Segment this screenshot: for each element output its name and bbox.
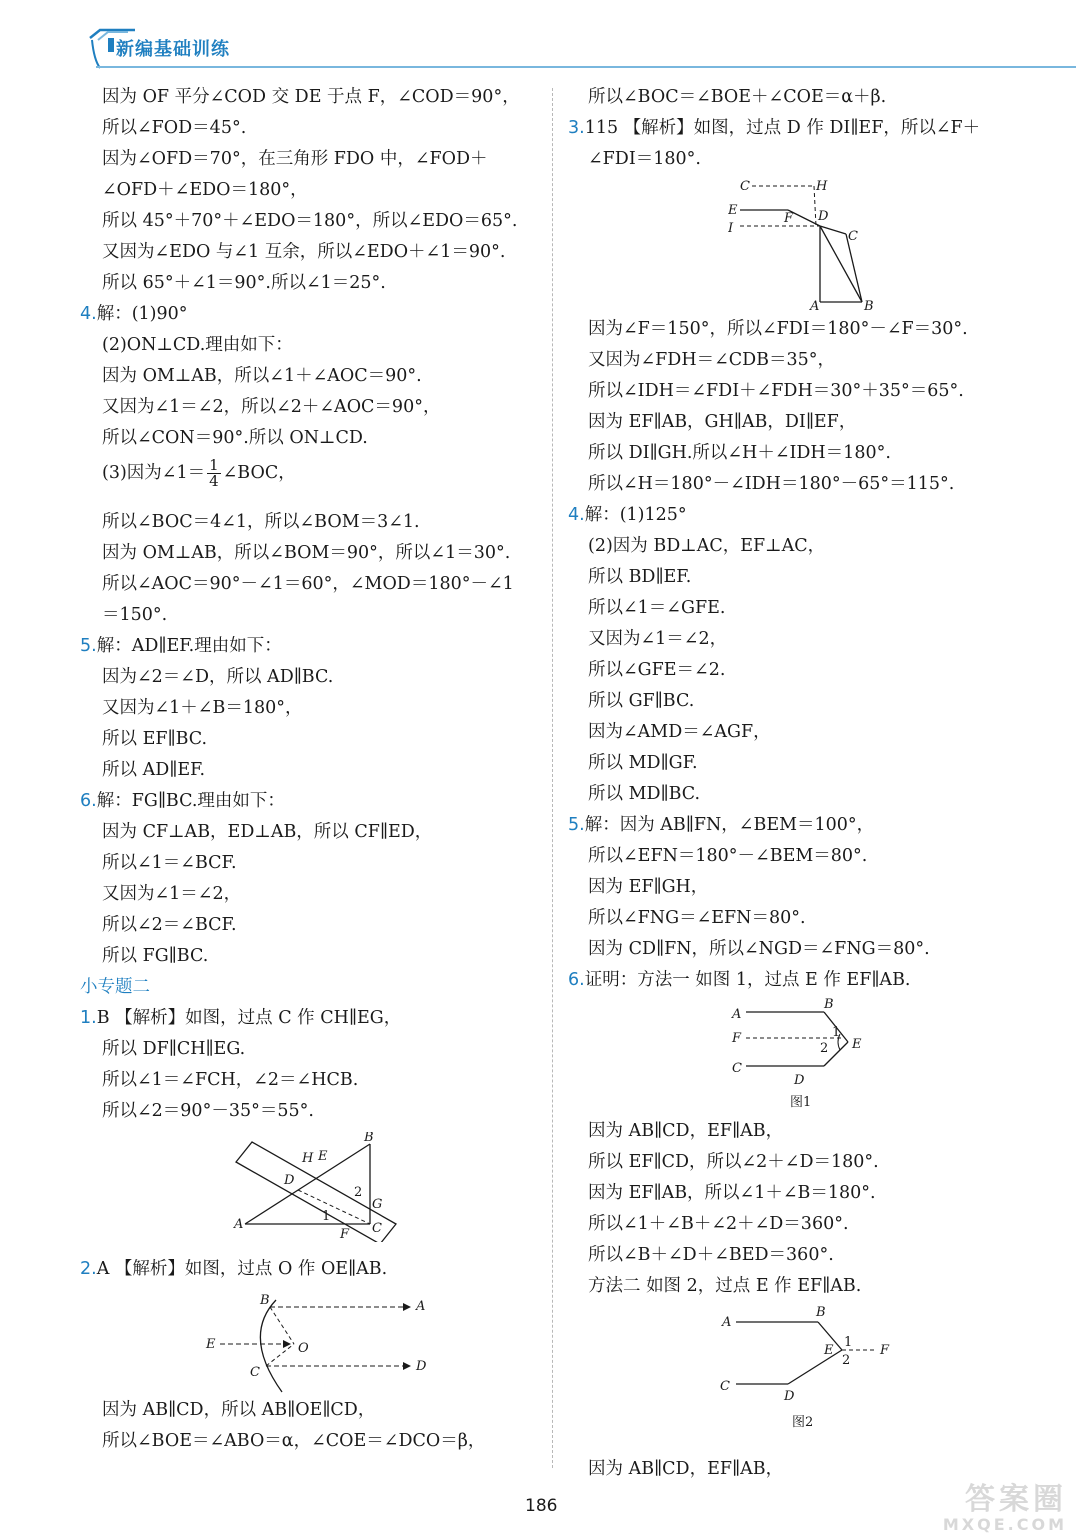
right-text-line xyxy=(588,907,806,929)
left-text-line xyxy=(102,666,333,688)
line-text: 所以 MD∥GF. xyxy=(588,753,698,773)
fraction-line xyxy=(102,458,296,489)
line-text: 解：(1)90° xyxy=(96,304,188,324)
fig4-label-1: 1 xyxy=(832,1025,841,1040)
left-text-line xyxy=(102,759,205,781)
line-text: 因为 AB∥CD，EF∥AB， xyxy=(588,1121,784,1141)
question-number: 5. xyxy=(80,636,97,656)
fig3-label-i: I xyxy=(728,221,734,236)
right-text-line xyxy=(588,442,891,464)
watermark-bottom: MXQE.COM xyxy=(942,1515,1067,1534)
fig1-label-h: H xyxy=(302,1151,314,1166)
line-text: 又因为∠1＝∠2， xyxy=(588,629,728,649)
fraction-line-before: (3)因为∠1＝ xyxy=(102,463,206,483)
line-text: 所以∠H＝180°－∠IDH＝180°－65°＝115°. xyxy=(588,474,955,494)
fig4-label-e: E xyxy=(852,1037,862,1052)
right-text-line xyxy=(588,535,825,557)
question-number: 6. xyxy=(568,970,585,990)
question-number: 6. xyxy=(80,791,97,811)
line-text: B 【解析】如图，过点 C 作 CH∥EG， xyxy=(96,1008,402,1028)
line-text: 所以∠FOD＝45°. xyxy=(102,118,247,138)
fig2-label-e: E xyxy=(206,1337,216,1352)
line-text: 所以∠BOC＝∠BOE＋∠COE＝α＋β. xyxy=(588,87,887,107)
right-text-line xyxy=(588,659,725,681)
fig2-label-a: A xyxy=(416,1299,426,1314)
line-text: 因为∠OFD＝70°，在三角形 FDO 中，∠FOD＋ xyxy=(102,149,488,169)
question-number: 4. xyxy=(568,505,585,525)
line-text: 所以 GF∥BC. xyxy=(588,691,695,711)
line-text: 方法二 如图 2，过点 E 作 EF∥AB. xyxy=(588,1276,862,1296)
line-text: 115 【解析】如图，过点 D 作 DI∥EF，所以∠F＋ xyxy=(584,118,981,138)
fig5-label-1: 1 xyxy=(844,1335,853,1350)
fig5-label-2: 2 xyxy=(842,1353,851,1368)
left-text-line xyxy=(80,1007,401,1029)
left-text-line xyxy=(102,396,440,418)
left-text-line xyxy=(80,790,285,812)
figure-quadrilateral xyxy=(728,178,878,316)
fig3-label-d: D xyxy=(818,209,829,224)
line-text: 因为 AB∥CD，EF∥AB， xyxy=(588,1459,784,1479)
fig1-label-d: D xyxy=(284,1173,295,1188)
question-number: 1. xyxy=(80,1008,97,1028)
left-text-line xyxy=(102,821,432,843)
fig3-label-c: C xyxy=(848,229,858,244)
right-text-line xyxy=(588,783,700,805)
line-text: (2)因为 BD⊥AC，EF⊥AC， xyxy=(588,536,826,556)
figure-method-1 xyxy=(728,994,888,1122)
fig5-label-e: E xyxy=(824,1343,834,1358)
fig5-label-d: D xyxy=(784,1389,795,1404)
left-text-line xyxy=(102,852,237,874)
left-text-line xyxy=(102,604,167,626)
right-text-line xyxy=(568,117,980,139)
left-text-line xyxy=(102,427,368,449)
left-text-line xyxy=(102,241,505,263)
right-text-line xyxy=(588,1151,879,1173)
right-text-line xyxy=(588,380,964,402)
line-text: 所以∠GFE＝∠2. xyxy=(588,660,726,680)
fig4-label-2: 2 xyxy=(820,1041,829,1056)
left-text-line xyxy=(80,635,282,657)
right-text-line xyxy=(588,318,968,340)
right-text-line xyxy=(588,1275,861,1297)
fig4-caption: 图1 xyxy=(790,1095,812,1110)
right-text-line xyxy=(588,148,701,170)
left-text-line xyxy=(102,945,208,967)
line-text: ∠FDI＝180°. xyxy=(588,149,701,169)
line-text: ＝150°. xyxy=(102,605,168,625)
fig4-label-f: F xyxy=(732,1031,742,1046)
fig1-label-a: A xyxy=(234,1217,244,1232)
right-text-line xyxy=(588,721,771,743)
line-text: 所以∠1＝∠FCH，∠2＝∠HCB. xyxy=(102,1070,359,1090)
header-title: 新编基础训练 xyxy=(116,39,230,60)
figure-method-2 xyxy=(718,1302,908,1432)
line-text: 所以∠EFN＝180°－∠BEM＝80°. xyxy=(588,846,868,866)
line-text: 所以∠2＝∠BCF. xyxy=(102,915,237,935)
right-text-line xyxy=(588,597,725,619)
fraction-denominator: 4 xyxy=(209,472,219,490)
line-text: A 【解析】如图，过点 O 作 OE∥AB. xyxy=(96,1259,388,1279)
line-text: 所以∠CON＝90°.所以 ON⊥CD. xyxy=(102,428,368,448)
right-text-line xyxy=(588,752,698,774)
fraction xyxy=(207,458,221,489)
question-number: 5. xyxy=(568,815,585,835)
fig5-label-a: A xyxy=(722,1315,732,1330)
fig4-label-c: C xyxy=(732,1061,742,1076)
left-text-line xyxy=(102,728,207,750)
left-text-line xyxy=(102,697,302,719)
line-text: 所以 DI∥GH.所以∠H＋∠IDH＝180°. xyxy=(588,443,891,463)
line-text: 因为 EF∥AB，GH∥AB，DI∥EF， xyxy=(588,412,857,432)
left-text-line xyxy=(80,1258,387,1280)
right-text-line xyxy=(588,349,835,371)
line-text: 所以 MD∥BC. xyxy=(588,784,701,804)
line-text: 所以∠AOC＝90°－∠1＝60°，∠MOD＝180°－∠1 xyxy=(102,574,514,594)
line-text: 因为∠2＝∠D，所以 AD∥BC. xyxy=(102,667,334,687)
fig3-label-h: H xyxy=(816,179,828,194)
fig1-label-f: F xyxy=(340,1227,350,1242)
line-text: 所以 EF∥CD，所以∠2＋∠D＝180°. xyxy=(588,1152,879,1172)
fig5-label-f: F xyxy=(880,1343,890,1358)
right-text-line xyxy=(588,411,856,433)
line-text: 因为∠AMD＝∠AGF， xyxy=(588,722,771,742)
right-text-line xyxy=(588,845,867,867)
header-rule xyxy=(96,66,1076,68)
line-text: 解：AD∥EF.理由如下： xyxy=(96,636,282,656)
line-text: 所以∠1＝∠BCF. xyxy=(102,853,237,873)
line-text: 所以∠FNG＝∠EFN＝80°. xyxy=(588,908,806,928)
fraction-numerator: 1 xyxy=(209,456,219,474)
left-text-line xyxy=(102,148,488,170)
left-text-line xyxy=(102,272,386,294)
question-number: 4. xyxy=(80,304,97,324)
left-text-line xyxy=(102,914,237,936)
line-text: 因为 EF∥AB，所以∠1＋∠B＝180°. xyxy=(588,1183,876,1203)
fig2-label-c: C xyxy=(250,1365,260,1380)
line-text: 证明：方法一 如图 1，过点 E 作 EF∥AB. xyxy=(584,970,911,990)
line-text: 所以 DF∥CH∥EG. xyxy=(102,1039,246,1059)
left-text-line xyxy=(102,542,510,564)
right-text-line xyxy=(588,1120,783,1142)
left-text-line xyxy=(80,976,150,998)
line-text: (2)ON⊥CD.理由如下： xyxy=(102,335,293,355)
line-text: 所以∠2＝90°－35°＝55°. xyxy=(102,1101,314,1121)
right-text-line xyxy=(588,1213,849,1235)
right-text-line xyxy=(588,876,708,898)
line-text: 解：FG∥BC.理由如下： xyxy=(96,791,285,811)
fig5-label-b: B xyxy=(816,1305,826,1320)
left-text-line xyxy=(80,303,188,325)
fig3-label-b: B xyxy=(864,299,874,314)
fig3-label-c-top: C xyxy=(740,179,750,194)
fig1-label-g: G xyxy=(372,1197,383,1212)
line-text: 所以 EF∥BC. xyxy=(102,729,208,749)
line-text: 所以∠B＋∠D＋∠BED＝360°. xyxy=(588,1245,834,1265)
line-text: 所以 45°＋70°＋∠EDO＝180°，所以∠EDO＝65°. xyxy=(102,211,518,231)
line-text: 解：(1)125° xyxy=(584,505,687,525)
line-text: 因为 CD∥FN，所以∠NGD＝∠FNG＝80°. xyxy=(588,939,930,959)
line-text: 所以∠BOE＝∠ABO＝α，∠COE＝∠DCO＝β， xyxy=(102,1431,486,1451)
line-text: 因为 OM⊥AB，所以∠BOM＝90°，所以∠1＝30°. xyxy=(102,543,511,563)
line-text: 所以 AD∥EF. xyxy=(102,760,206,780)
fig4-label-d: D xyxy=(794,1073,805,1088)
left-text-line xyxy=(102,1430,485,1452)
right-text-line xyxy=(568,504,687,526)
line-text: 因为∠F＝150°，所以∠FDI＝180°－∠F＝30°. xyxy=(588,319,968,339)
fig1-label-c: C xyxy=(372,1221,382,1236)
fig2-label-b: B xyxy=(260,1293,270,1308)
page-number: 186 xyxy=(525,1496,558,1516)
line-text: 所以∠1＋∠B＋∠2＋∠D＝360°. xyxy=(588,1214,849,1234)
line-text: 又因为∠FDH＝∠CDB＝35°， xyxy=(588,350,836,370)
column-divider xyxy=(552,88,553,1468)
line-text: 又因为∠1＝∠2，所以∠2＋∠AOC＝90°， xyxy=(102,397,441,417)
fig4-label-a: A xyxy=(732,1007,742,1022)
line-text: 因为 OM⊥AB，所以∠1＋∠AOC＝90°. xyxy=(102,366,422,386)
line-text: 因为 AB∥CD，所以 AB∥OE∥CD， xyxy=(102,1400,376,1420)
fig1-label-e: E xyxy=(318,1149,328,1164)
line-text: 所以 FG∥BC. xyxy=(102,946,209,966)
left-text-line xyxy=(102,1100,314,1122)
right-text-line xyxy=(588,690,694,712)
line-text: 又因为∠1＝∠2， xyxy=(102,884,242,904)
page-header xyxy=(0,0,1083,80)
right-text-line xyxy=(588,473,954,495)
fig3-label-f: F xyxy=(784,211,794,226)
line-text: 又因为∠1＋∠B＝180°， xyxy=(102,698,303,718)
fig5-caption: 图2 xyxy=(792,1415,814,1430)
figure-parallel-arrows xyxy=(198,1286,438,1394)
watermark-logo xyxy=(905,1482,1075,1534)
fig1-label-b: B xyxy=(364,1132,374,1145)
right-text-line xyxy=(588,1182,876,1204)
fig3-label-e: E xyxy=(728,203,738,218)
line-text: 解：因为 AB∥FN，∠BEM＝100°， xyxy=(584,815,875,835)
line-text: ∠OFD＋∠EDO＝180°， xyxy=(102,180,308,200)
right-text-line xyxy=(588,566,691,588)
question-number: 2. xyxy=(80,1259,97,1279)
right-text-line xyxy=(588,628,727,650)
right-text-line xyxy=(588,1244,834,1266)
line-text: 所以∠1＝∠GFE. xyxy=(588,598,726,618)
left-text-line xyxy=(102,573,514,595)
figure-triangle-ruler xyxy=(230,1132,410,1242)
line-text: 因为 EF∥GH， xyxy=(588,877,709,897)
fraction-line-after: ∠BOC， xyxy=(222,463,296,483)
section-heading: 小专题二 xyxy=(80,977,150,997)
left-text-line xyxy=(102,1038,245,1060)
fig1-label-2: 2 xyxy=(354,1185,363,1200)
fig2-label-o: O xyxy=(298,1341,309,1356)
fig3-label-a: A xyxy=(810,299,820,314)
fig4-label-b: B xyxy=(824,997,834,1012)
left-text-line xyxy=(102,210,517,232)
right-text-line xyxy=(588,1458,783,1480)
line-text: 因为 OF 平分∠COD 交 DE 于点 F，∠COD＝90°， xyxy=(102,87,520,107)
right-text-line xyxy=(568,814,874,836)
line-text: 所以∠BOC＝4∠1，所以∠BOM＝3∠1. xyxy=(102,512,420,532)
fig1-label-1: 1 xyxy=(322,1209,331,1224)
left-text-line xyxy=(102,883,241,905)
left-text-line xyxy=(102,117,246,139)
line-text: 所以∠IDH＝∠FDI＋∠FDH＝30°＋35°＝65°. xyxy=(588,381,964,401)
left-text-line xyxy=(102,179,308,201)
left-text-line xyxy=(102,365,422,387)
watermark-top: 答案圈 xyxy=(965,1482,1067,1517)
question-number: 3. xyxy=(568,118,585,138)
left-text-line xyxy=(102,334,293,356)
line-text: 所以 BD∥EF. xyxy=(588,567,692,587)
right-text-line xyxy=(568,969,911,991)
line-text: 所以 65°＋∠1＝90°.所以∠1＝25°. xyxy=(102,273,386,293)
right-text-line xyxy=(588,86,886,108)
left-text-line xyxy=(102,1069,358,1091)
right-text-line xyxy=(588,938,930,960)
fig5-label-c: C xyxy=(720,1379,730,1394)
left-text-line xyxy=(102,1399,375,1421)
left-text-line xyxy=(102,511,420,533)
line-text: 因为 CF⊥AB，ED⊥AB，所以 CF∥ED， xyxy=(102,822,433,842)
line-text: 又因为∠EDO 与∠1 互余，所以∠EDO＋∠1＝90°. xyxy=(102,242,506,262)
fig2-label-d: D xyxy=(416,1359,427,1374)
left-text-line xyxy=(102,86,520,108)
